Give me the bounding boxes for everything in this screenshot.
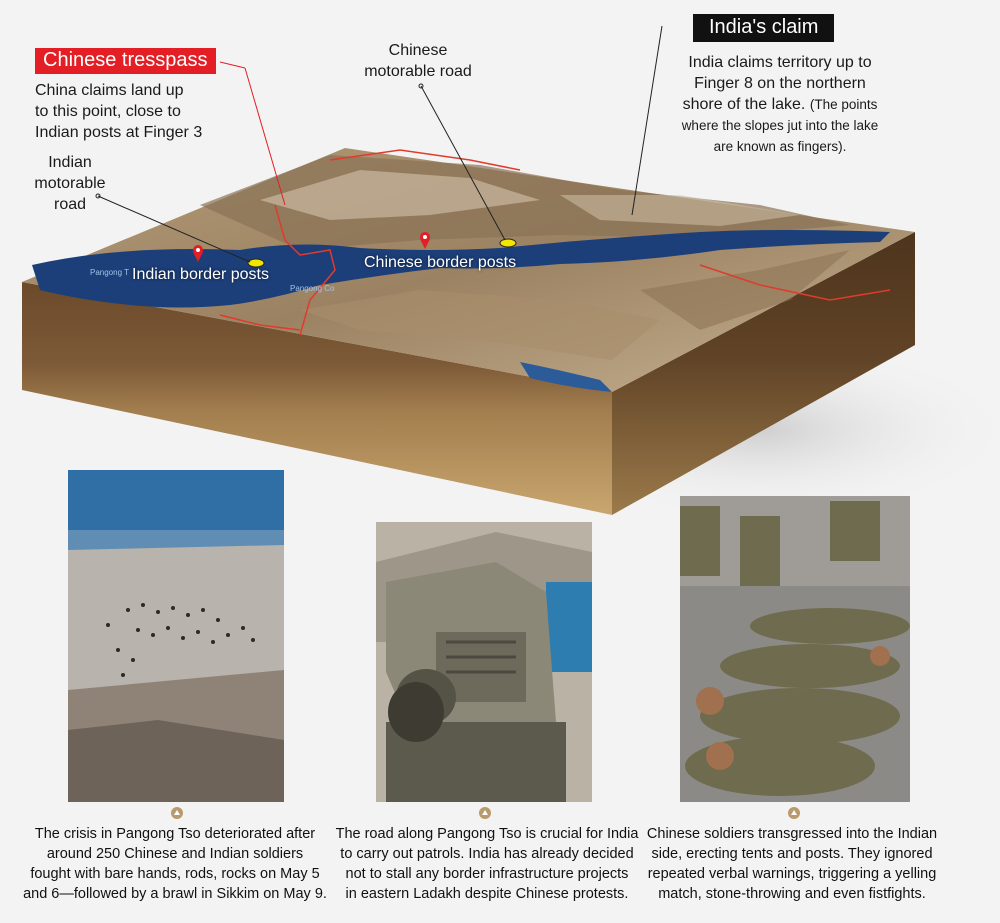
- leader-india-claim: [632, 26, 662, 215]
- chinese-trespass-text: China claims land up to this point, close to Indian posts at Finger 3: [35, 82, 203, 141]
- caption-standoff: The crisis in Pangong Tso deteriorated after around 250 Chinese and Indian soldiers fought with bare hands, rods, rocks on May 5 and 6—followed by a brawl in Sikkim on May 9.: [23, 826, 327, 902]
- caption-arrow-icon: [171, 807, 183, 819]
- lake-label-small: Pangong Co: [290, 284, 335, 293]
- photo-injured-soldiers: [680, 496, 910, 802]
- caption-arrow-icon: [479, 807, 491, 819]
- lake-label-small: Pangong T: [90, 268, 129, 277]
- photo-military-vehicle: [376, 522, 592, 802]
- photo-soldiers-standoff: [68, 470, 284, 802]
- chinese-road-text: Chinese motorable road: [364, 42, 472, 80]
- indian-road-text: Indian motorable road: [34, 154, 106, 213]
- chinese-road-marker: [500, 239, 516, 247]
- caption-arrow-icon: [788, 807, 800, 819]
- chinese-border-posts-label: Chinese border posts: [364, 254, 517, 271]
- leader-chinese-trespass: [220, 62, 245, 68]
- caption-transgression: Chinese soldiers transgressed into the Indian side, erecting tents and posts. They ignored repeated verbal warnings, triggering a yelling match, stone-throwing and even fistfights.: [646, 826, 938, 902]
- india-claim-text: India claims territory up to Finger 8 on the northern shore of the lake. (The points where the slopes jut into the lake are known as fingers).: [681, 54, 879, 154]
- chinese-trespass-title: Chinese tresspass: [35, 48, 216, 74]
- india-claim-title: India's claim: [693, 14, 834, 42]
- caption-road: The road along Pangong Tso is crucial for India to carry out patrols. India has already decided not to stall any border infrastructure projects in eastern Ladakh despite Chinese protests.: [335, 826, 639, 902]
- indian-border-posts-label: Indian border posts: [132, 266, 269, 283]
